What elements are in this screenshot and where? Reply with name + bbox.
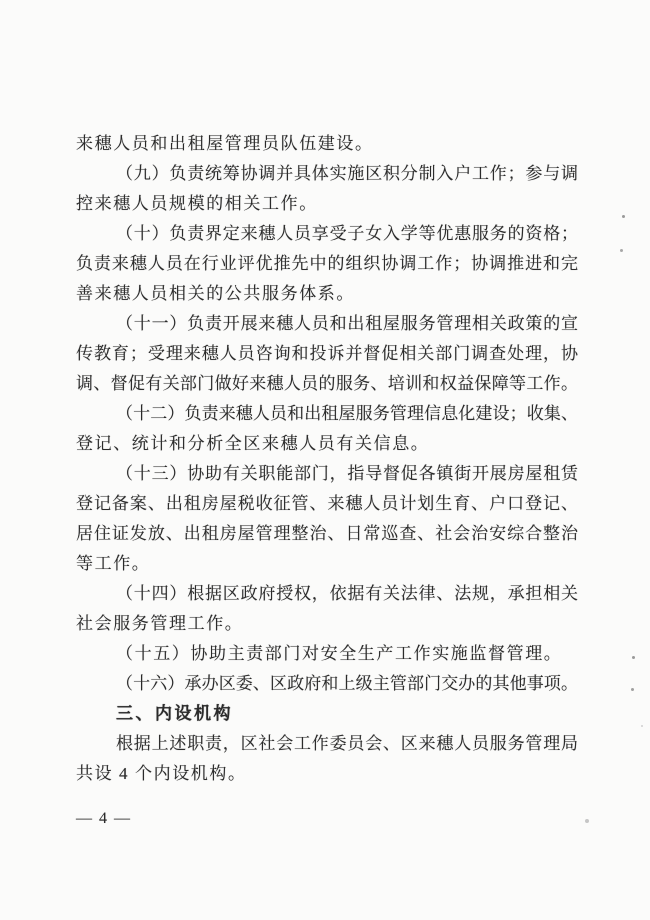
- text-line: 传教育；受理来穗人员咨询和投诉并督促相关部门调查处理，协: [76, 344, 578, 363]
- text-line: （十五）协助主责部门对安全生产工作实施监督管理。: [116, 644, 563, 663]
- text-line: （十一）负责开展来穗人员和出租屋服务管理相关政策的宣: [116, 314, 578, 333]
- scan-speck: [620, 249, 623, 252]
- text-line: 负责来穗人员在行业评优推先中的组织协调工作；协调推进和完: [76, 254, 578, 273]
- text-line: 登记、统计和分析全区来穗人员有关信息。: [76, 434, 430, 453]
- text-line: （十）负责界定来穗人员享受子女入学等优惠服务的资格；: [116, 224, 578, 243]
- text-line: （九）负责统筹协调并具体实施区积分制入户工作；参与调: [116, 164, 578, 183]
- text-line: （十三）协助有关职能部门，指导督促各镇街开展房屋租赁: [116, 464, 578, 483]
- scan-speck: [632, 656, 635, 659]
- paragraph: [76, 669, 578, 699]
- text-line: （十二）负责来穗人员和出租屋服务管理信息化建设；收集、: [116, 404, 578, 423]
- paragraph: [76, 159, 578, 219]
- document-body: [76, 129, 578, 789]
- text-line: 调、督促有关部门做好来穗人员的服务、培训和权益保障等工作。: [76, 374, 578, 393]
- text-line: 根据上述职责，区社会工作委员会、区来穗人员服务管理局: [116, 734, 578, 753]
- text-line: 善来穗人员相关的公共服务体系。: [76, 284, 355, 303]
- paragraph: [76, 399, 578, 459]
- text-line: 控来穗人员规模的相关工作。: [76, 194, 318, 213]
- text-line: 登记备案、出租房屋税收征管、来穗人员计划生育、户口登记、: [76, 494, 578, 513]
- scan-speck: [641, 725, 643, 727]
- scan-speck: [585, 819, 589, 823]
- paragraph: [76, 729, 578, 789]
- text-line: （十六）承办区委、区政府和上级主管部门交办的其他事项。: [116, 674, 578, 693]
- paragraph: [76, 129, 578, 159]
- paragraph: [76, 579, 578, 639]
- paragraph: [76, 219, 578, 309]
- paragraph: [76, 459, 578, 579]
- text-line: （十四）根据区政府授权，依据有关法律、法规，承担相关: [116, 584, 578, 603]
- text-line: 居住证发放、出租房屋管理整治、日常巡查、社会治安综合整治: [76, 524, 578, 543]
- scan-speck: [631, 688, 634, 691]
- paragraph: [76, 699, 578, 729]
- text-line: 社会服务管理工作。: [76, 614, 244, 633]
- text-line: 共设 4 个内设机构。: [76, 764, 247, 783]
- paragraph: [76, 309, 578, 399]
- paragraph: [76, 639, 578, 669]
- scan-speck: [622, 215, 625, 218]
- page-number: — 4 —: [76, 810, 132, 827]
- section-heading: 三、内设机构: [116, 704, 233, 723]
- text-line: 等工作。: [76, 554, 151, 573]
- text-line: 来穗人员和出租屋管理员队伍建设。: [76, 134, 374, 153]
